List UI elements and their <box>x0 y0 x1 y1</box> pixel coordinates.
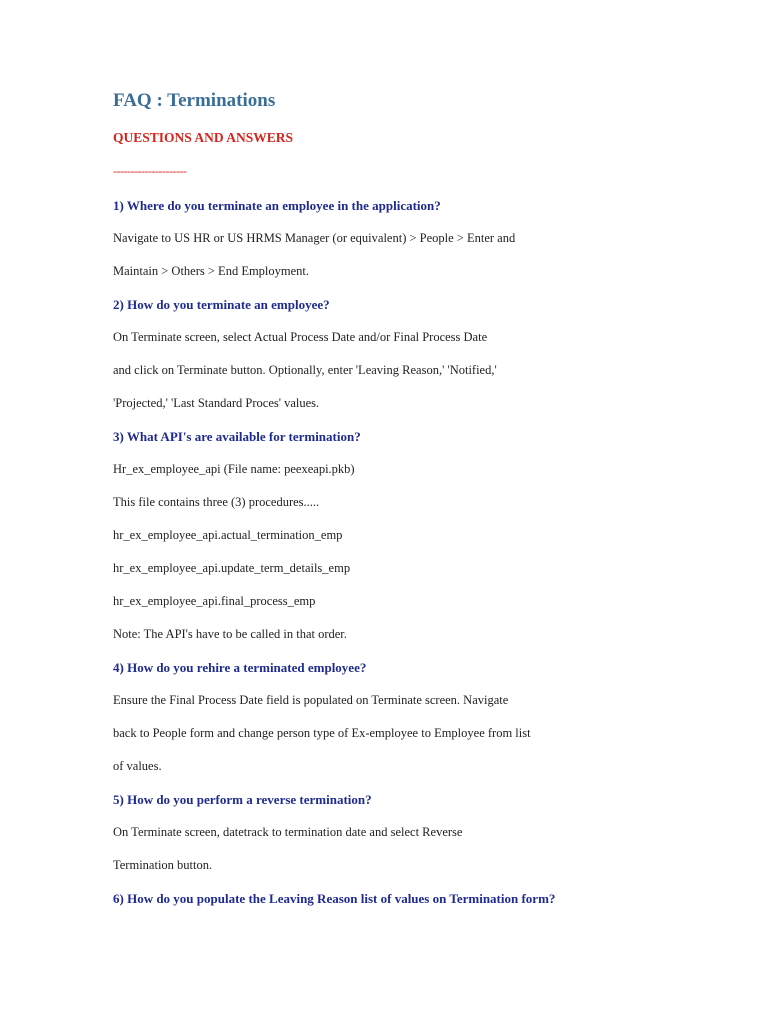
answer-4-line-3: of values. <box>113 759 162 773</box>
page-title: FAQ : Terminations <box>113 90 276 111</box>
question-3: 3) What API's are available for termination? <box>113 429 361 444</box>
section-heading: QUESTIONS AND ANSWERS <box>113 130 294 145</box>
question-1: 1) Where do you terminate an employee in the application? <box>113 198 441 213</box>
answer-3-line-1: Hr_ex_employee_api (File name: peexeapi.pkb) <box>113 462 355 476</box>
question-4: 4) How do you rehire a terminated employee? <box>113 660 367 675</box>
answer-5-line-2: Termination button. <box>113 858 213 872</box>
answer-2-line-3: 'Projected,' 'Last Standard Proces' values. <box>113 396 320 410</box>
answer-3-line-4: hr_ex_employee_api.update_term_details_emp <box>113 561 351 575</box>
answer-3-line-3: hr_ex_employee_api.actual_termination_emp <box>113 528 343 542</box>
question-2: 2) How do you terminate an employee? <box>113 297 330 312</box>
divider-dashes: --------------------- <box>113 164 187 178</box>
answer-3-line-2: This file contains three (3) procedures..... <box>113 495 320 509</box>
answer-5-line-1: On Terminate screen, datetrack to termination date and select Reverse <box>113 825 463 839</box>
question-6: 6) How do you populate the Leaving Reason list of values on Termination form? <box>113 891 556 906</box>
answer-3-line-5: hr_ex_employee_api.final_process_emp <box>113 594 316 608</box>
question-5: 5) How do you perform a reverse termination? <box>113 792 372 807</box>
answer-3-line-6: Note: The API's have to be called in that order. <box>113 627 347 641</box>
answer-2-line-2: and click on Terminate button. Optionally, enter 'Leaving Reason,' 'Notified,' <box>113 363 497 377</box>
answer-4-line-2: back to People form and change person type of Ex-employee to Employee from list <box>113 726 531 740</box>
answer-2-line-1: On Terminate screen, select Actual Process Date and/or Final Process Date <box>113 330 488 344</box>
answer-1-line-2: Maintain > Others > End Employment. <box>113 264 310 278</box>
answer-1-line-1: Navigate to US HR or US HRMS Manager (or equivalent) > People > Enter and <box>113 231 516 245</box>
answer-4-line-1: Ensure the Final Process Date field is populated on Terminate screen. Navigate <box>113 693 509 707</box>
